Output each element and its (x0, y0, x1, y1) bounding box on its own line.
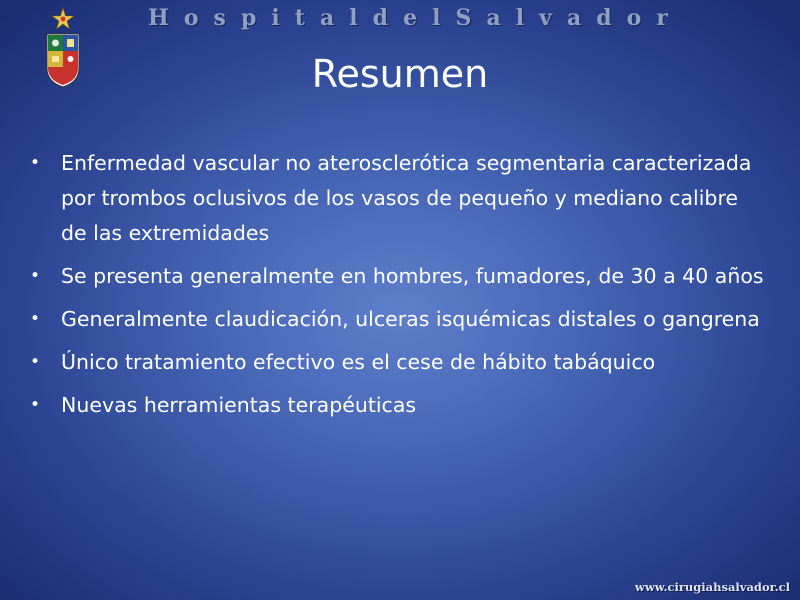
header-letter: i (271, 5, 280, 31)
bullet-item (28, 259, 768, 294)
header-letter: l (349, 5, 358, 31)
bullet-text: Enfermedad vascular no aterosclerótica segmentaria caracterizada por trombos oclusivos de los vasos de pequeño y mediano calibre de las extremidades (61, 151, 752, 245)
header-letter: o (626, 5, 642, 31)
header-letter: S (455, 5, 472, 31)
bullet-dot-icon: • (29, 395, 41, 415)
bullet-dot-icon: • (29, 309, 41, 329)
header-letter: p (240, 5, 257, 31)
bullet-text: Único tratamiento efectivo es el cese de hábito tabáquico (61, 350, 656, 374)
header-letter: o (183, 5, 199, 31)
bullet-item (28, 388, 768, 423)
bullet-dot-icon: • (29, 352, 41, 372)
bullet-dot-icon: • (29, 266, 41, 286)
header-letter: a (566, 5, 582, 31)
slide-title: Resumen (311, 52, 489, 96)
bullet-text: Nuevas herramientas terapéuticas (61, 393, 417, 417)
header-letter: t (294, 5, 305, 31)
header-letter: a (319, 5, 335, 31)
header-letter: d (372, 5, 389, 31)
website-url: www.cirugiahsalvador.cl (634, 580, 790, 594)
bullet-text: Generalmente claudicación, ulceras isquémicas distales o gangrena (61, 307, 760, 331)
header-letter: a (486, 5, 501, 31)
bullet-text: Se presenta generalmente en hombres, fumadores, de 30 a 40 años (61, 264, 764, 288)
header-letter: v (539, 5, 552, 31)
header-letter: H (148, 5, 169, 31)
header-letter: l (515, 5, 525, 31)
header-letter: d (596, 5, 612, 31)
bullet-item (28, 345, 768, 380)
header-letter: r (656, 5, 668, 31)
bullet-item (28, 302, 768, 337)
bullet-item (28, 146, 768, 251)
hospital-name-header (148, 4, 668, 32)
bullet-dot-icon: • (29, 153, 41, 173)
header-letter: s (213, 5, 226, 31)
header-letter: l (432, 5, 441, 31)
header-letter: e (403, 5, 418, 31)
bullet-list (28, 146, 768, 431)
